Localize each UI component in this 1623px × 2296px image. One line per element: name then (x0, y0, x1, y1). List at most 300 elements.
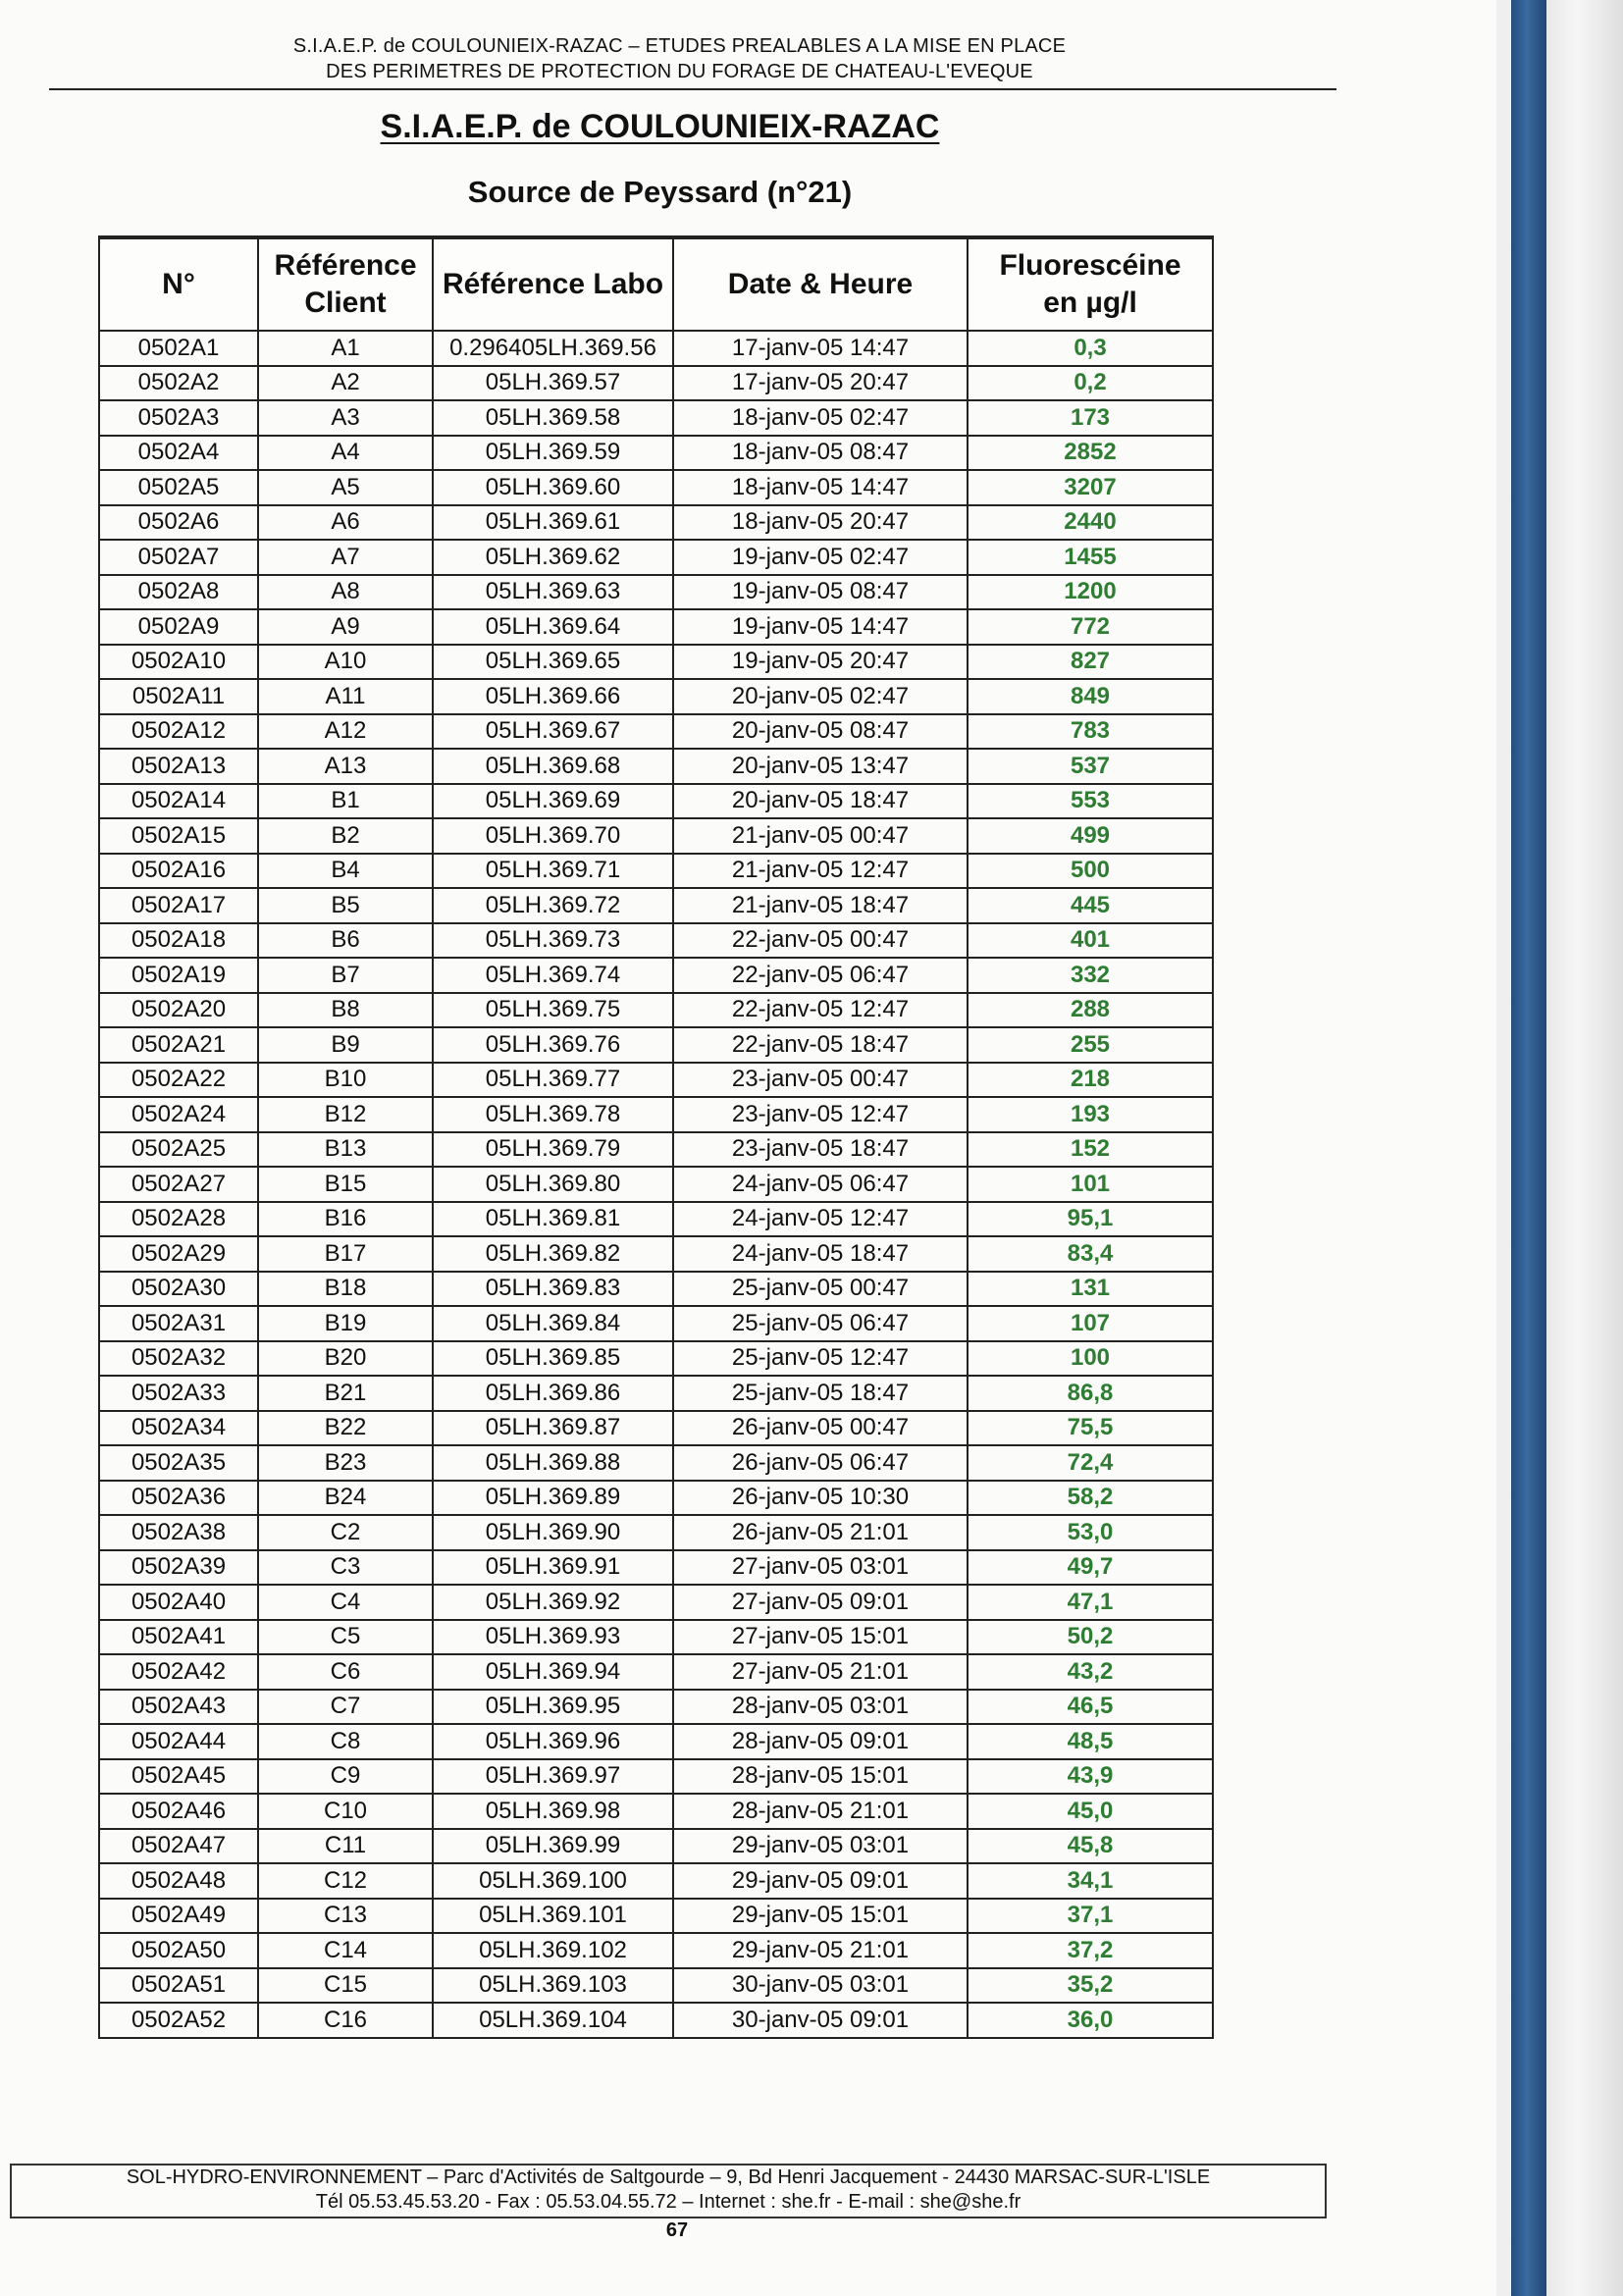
binder-spine (1511, 0, 1546, 2296)
table-row (99, 505, 1213, 541)
cell-num: 0502A32 (99, 1341, 258, 1377)
cell-ref-client: A3 (258, 400, 433, 436)
cell-ref-client: B7 (258, 958, 433, 993)
cell-ref-labo: 05LH.369.97 (433, 1759, 673, 1795)
cell-fluorescein: 401 (968, 923, 1213, 959)
cell-ref-labo: 05LH.369.101 (433, 1899, 673, 1934)
cell-date: 21-janv-05 18:47 (673, 888, 968, 923)
table-row (99, 1306, 1213, 1341)
table-row (99, 1829, 1213, 1864)
cell-num: 0502A18 (99, 923, 258, 959)
cell-ref-labo: 05LH.369.84 (433, 1306, 673, 1341)
cell-fluorescein: 58,2 (968, 1481, 1213, 1516)
cell-num: 0502A22 (99, 1063, 258, 1098)
cell-fluorescein: 50,2 (968, 1620, 1213, 1655)
column-header-ref-client-line2: Client (304, 287, 387, 319)
cell-date: 25-janv-05 00:47 (673, 1272, 968, 1307)
cell-ref-labo: 05LH.369.92 (433, 1585, 673, 1620)
cell-ref-labo: 05LH.369.68 (433, 749, 673, 784)
cell-num: 0502A15 (99, 818, 258, 854)
table-row (99, 1550, 1213, 1586)
cell-num: 0502A28 (99, 1202, 258, 1237)
cell-fluorescein: 43,2 (968, 1654, 1213, 1690)
cell-ref-labo: 05LH.369.103 (433, 1968, 673, 2004)
cell-ref-client: B17 (258, 1236, 433, 1272)
cell-ref-labo: 05LH.369.69 (433, 784, 673, 819)
table-row (99, 366, 1213, 401)
cell-ref-client: C12 (258, 1863, 433, 1899)
cell-fluorescein: 48,5 (968, 1724, 1213, 1759)
cell-fluorescein: 0,3 (968, 331, 1213, 366)
column-header-date: Date & Heure (673, 237, 968, 331)
cell-fluorescein: 45,0 (968, 1794, 1213, 1829)
cell-ref-client: B18 (258, 1272, 433, 1307)
cell-fluorescein: 107 (968, 1306, 1213, 1341)
cell-ref-client: A11 (258, 679, 433, 714)
cell-date: 27-janv-05 15:01 (673, 1620, 968, 1655)
cell-ref-labo: 05LH.369.61 (433, 505, 673, 541)
cell-date: 22-janv-05 18:47 (673, 1027, 968, 1063)
cell-ref-labo: 05LH.369.79 (433, 1132, 673, 1168)
cell-date: 17-janv-05 14:47 (673, 331, 968, 366)
cell-ref-client: A5 (258, 470, 433, 505)
column-header-ref-client (258, 237, 433, 331)
cell-num: 0502A38 (99, 1515, 258, 1550)
column-header-ref-labo: Référence Labo (433, 237, 673, 331)
cell-ref-labo: 05LH.369.85 (433, 1341, 673, 1377)
cell-ref-client: A9 (258, 609, 433, 645)
cell-ref-client: A13 (258, 749, 433, 784)
cell-ref-labo: 05LH.369.74 (433, 958, 673, 993)
header-line-1: S.I.A.E.P. de COULOUNIEIX-RAZAC – ETUDES PREALABLES A LA MISE EN PLACE (292, 35, 1067, 57)
cell-date: 21-janv-05 00:47 (673, 818, 968, 854)
cell-ref-labo: 05LH.369.66 (433, 679, 673, 714)
cell-date: 29-janv-05 15:01 (673, 1899, 968, 1934)
cell-ref-labo: 05LH.369.95 (433, 1690, 673, 1725)
cell-ref-client: C4 (258, 1585, 433, 1620)
cell-num: 0502A27 (99, 1167, 258, 1202)
cell-ref-labo: 0.296405LH.369.56 (433, 331, 673, 366)
cell-num: 0502A52 (99, 2003, 258, 2038)
cell-num: 0502A4 (99, 436, 258, 471)
cell-ref-client: A10 (258, 645, 433, 680)
cell-date: 19-janv-05 02:47 (673, 540, 968, 575)
cell-fluorescein: 131 (968, 1272, 1213, 1307)
cell-date: 22-janv-05 00:47 (673, 923, 968, 959)
cell-ref-labo: 05LH.369.73 (433, 923, 673, 959)
cell-ref-labo: 05LH.369.90 (433, 1515, 673, 1550)
cell-ref-client: C9 (258, 1759, 433, 1795)
cell-date: 20-janv-05 02:47 (673, 679, 968, 714)
cell-ref-labo: 05LH.369.71 (433, 854, 673, 889)
cell-num: 0502A10 (99, 645, 258, 680)
cell-num: 0502A33 (99, 1376, 258, 1411)
cell-ref-labo: 05LH.369.70 (433, 818, 673, 854)
cell-ref-labo: 05LH.369.67 (433, 714, 673, 750)
cell-ref-client: B12 (258, 1097, 433, 1132)
page-title (0, 108, 1320, 146)
cell-ref-client: B23 (258, 1445, 433, 1481)
table-header-row (99, 237, 1213, 331)
cell-date: 24-janv-05 12:47 (673, 1202, 968, 1237)
cell-fluorescein: 45,8 (968, 1829, 1213, 1864)
cell-ref-labo: 05LH.369.86 (433, 1376, 673, 1411)
cell-ref-labo: 05LH.369.94 (433, 1654, 673, 1690)
page-subtitle: Source de Peyssard (n°21) (467, 175, 853, 209)
table-row (99, 470, 1213, 505)
cell-fluorescein: 2852 (968, 436, 1213, 471)
cell-ref-labo: 05LH.369.82 (433, 1236, 673, 1272)
cell-ref-client: B21 (258, 1376, 433, 1411)
table-row (99, 1724, 1213, 1759)
cell-ref-client: B24 (258, 1481, 433, 1516)
table-row (99, 1341, 1213, 1377)
cell-fluorescein: 1200 (968, 575, 1213, 610)
table-row (99, 1899, 1213, 1934)
cell-date: 27-janv-05 21:01 (673, 1654, 968, 1690)
cell-fluorescein: 288 (968, 993, 1213, 1028)
cell-ref-client: A7 (258, 540, 433, 575)
table-row (99, 1411, 1213, 1446)
cell-date: 25-janv-05 18:47 (673, 1376, 968, 1411)
cell-num: 0502A43 (99, 1690, 258, 1725)
cell-ref-labo: 05LH.369.62 (433, 540, 673, 575)
cell-num: 0502A11 (99, 679, 258, 714)
cell-fluorescein: 445 (968, 888, 1213, 923)
cell-num: 0502A20 (99, 993, 258, 1028)
cell-ref-client: C3 (258, 1550, 433, 1586)
table-row (99, 1863, 1213, 1899)
cell-fluorescein: 37,1 (968, 1899, 1213, 1934)
cell-num: 0502A14 (99, 784, 258, 819)
cell-date: 28-janv-05 03:01 (673, 1690, 968, 1725)
table-row (99, 2003, 1213, 2038)
cell-ref-client: C13 (258, 1899, 433, 1934)
cell-ref-client: C7 (258, 1690, 433, 1725)
cell-ref-labo: 05LH.369.102 (433, 1933, 673, 1968)
cell-date: 23-janv-05 18:47 (673, 1132, 968, 1168)
table-row (99, 923, 1213, 959)
cell-ref-labo: 05LH.369.57 (433, 366, 673, 401)
footer-line-2: Tél 05.53.45.53.20 - Fax : 05.53.04.55.72 – Internet : she.fr - E-mail : she@she.fr (315, 2191, 1021, 2213)
cell-ref-client: C5 (258, 1620, 433, 1655)
cell-date: 19-janv-05 08:47 (673, 575, 968, 610)
cell-ref-client: B22 (258, 1411, 433, 1446)
table-row (99, 1202, 1213, 1237)
cell-ref-labo: 05LH.369.99 (433, 1829, 673, 1864)
cell-ref-client: C8 (258, 1724, 433, 1759)
column-header-fluorescein (968, 237, 1213, 331)
table-row (99, 1027, 1213, 1063)
cell-fluorescein: 35,2 (968, 1968, 1213, 2004)
table-row (99, 1063, 1213, 1098)
cell-num: 0502A12 (99, 714, 258, 750)
table-row (99, 400, 1213, 436)
cell-ref-client: B16 (258, 1202, 433, 1237)
cell-ref-client: C16 (258, 2003, 433, 2038)
table-row (99, 679, 1213, 714)
cell-fluorescein: 1455 (968, 540, 1213, 575)
cell-num: 0502A29 (99, 1236, 258, 1272)
table-row (99, 645, 1213, 680)
cell-ref-client: A2 (258, 366, 433, 401)
cell-fluorescein: 37,2 (968, 1933, 1213, 1968)
cell-num: 0502A35 (99, 1445, 258, 1481)
cell-date: 23-janv-05 00:47 (673, 1063, 968, 1098)
cell-fluorescein: 72,4 (968, 1445, 1213, 1481)
cell-ref-client: B13 (258, 1132, 433, 1168)
cell-fluorescein: 36,0 (968, 2003, 1213, 2038)
cell-num: 0502A6 (99, 505, 258, 541)
cell-fluorescein: 46,5 (968, 1690, 1213, 1725)
cell-num: 0502A3 (99, 400, 258, 436)
cell-date: 24-janv-05 18:47 (673, 1236, 968, 1272)
table-row (99, 1933, 1213, 1968)
cell-ref-client: A8 (258, 575, 433, 610)
cell-date: 29-janv-05 09:01 (673, 1863, 968, 1899)
cell-num: 0502A45 (99, 1759, 258, 1795)
cell-num: 0502A31 (99, 1306, 258, 1341)
cell-ref-labo: 05LH.369.91 (433, 1550, 673, 1586)
table-row (99, 1097, 1213, 1132)
cell-date: 18-janv-05 20:47 (673, 505, 968, 541)
cell-ref-client: C2 (258, 1515, 433, 1550)
cell-ref-labo: 05LH.369.75 (433, 993, 673, 1028)
cell-date: 22-janv-05 12:47 (673, 993, 968, 1028)
cell-ref-labo: 05LH.369.63 (433, 575, 673, 610)
cell-fluorescein: 152 (968, 1132, 1213, 1168)
cell-date: 28-janv-05 15:01 (673, 1759, 968, 1795)
results-table (98, 235, 1214, 2039)
cell-num: 0502A48 (99, 1863, 258, 1899)
table-row (99, 436, 1213, 471)
footer-address-box (10, 2164, 1327, 2218)
cell-fluorescein: 783 (968, 714, 1213, 750)
cell-num: 0502A47 (99, 1829, 258, 1864)
cell-ref-labo: 05LH.369.89 (433, 1481, 673, 1516)
cell-fluorescein: 53,0 (968, 1515, 1213, 1550)
cell-ref-labo: 05LH.369.80 (433, 1167, 673, 1202)
table-row (99, 1167, 1213, 1202)
cell-date: 26-janv-05 21:01 (673, 1515, 968, 1550)
cell-num: 0502A42 (99, 1654, 258, 1690)
column-header-num: N° (99, 237, 258, 331)
table-row (99, 1968, 1213, 2004)
cell-ref-client: C14 (258, 1933, 433, 1968)
table-row (99, 1620, 1213, 1655)
cell-fluorescein: 34,1 (968, 1863, 1213, 1899)
cell-num: 0502A8 (99, 575, 258, 610)
cell-fluorescein: 255 (968, 1027, 1213, 1063)
cell-ref-labo: 05LH.369.83 (433, 1272, 673, 1307)
page-title-text: S.I.A.E.P. de COULOUNIEIX-RAZAC (380, 108, 940, 145)
cell-num: 0502A39 (99, 1550, 258, 1586)
cell-date: 19-janv-05 20:47 (673, 645, 968, 680)
table-row (99, 993, 1213, 1028)
cell-num: 0502A17 (99, 888, 258, 923)
cell-ref-labo: 05LH.369.88 (433, 1445, 673, 1481)
cell-ref-labo: 05LH.369.77 (433, 1063, 673, 1098)
cell-date: 20-janv-05 18:47 (673, 784, 968, 819)
cell-fluorescein: 101 (968, 1167, 1213, 1202)
cell-date: 28-janv-05 21:01 (673, 1794, 968, 1829)
cell-num: 0502A46 (99, 1794, 258, 1829)
table-row (99, 1515, 1213, 1550)
cell-ref-labo: 05LH.369.60 (433, 470, 673, 505)
cell-ref-client: B1 (258, 784, 433, 819)
table-row (99, 749, 1213, 784)
cell-date: 18-janv-05 02:47 (673, 400, 968, 436)
cell-fluorescein: 47,1 (968, 1585, 1213, 1620)
cell-ref-client: C6 (258, 1654, 433, 1690)
cell-date: 25-janv-05 06:47 (673, 1306, 968, 1341)
cell-ref-client: B4 (258, 854, 433, 889)
cell-fluorescein: 827 (968, 645, 1213, 680)
cell-fluorescein: 3207 (968, 470, 1213, 505)
table-row (99, 575, 1213, 610)
cell-ref-labo: 05LH.369.58 (433, 400, 673, 436)
table-row (99, 1236, 1213, 1272)
column-header-fluorescein-line2: en µg/l (1043, 287, 1137, 319)
cell-ref-labo: 05LH.369.96 (433, 1724, 673, 1759)
column-header-ref-client-line1: Référence (274, 249, 417, 282)
cell-ref-labo: 05LH.369.65 (433, 645, 673, 680)
cell-num: 0502A19 (99, 958, 258, 993)
cell-num: 0502A16 (99, 854, 258, 889)
header-line-2: DES PERIMETRES DE PROTECTION DU FORAGE DE CHATEAU-L'EVEQUE (326, 61, 1033, 82)
cell-num: 0502A36 (99, 1481, 258, 1516)
cell-date: 27-janv-05 09:01 (673, 1585, 968, 1620)
table-row (99, 818, 1213, 854)
cell-num: 0502A50 (99, 1933, 258, 1968)
cell-fluorescein: 86,8 (968, 1376, 1213, 1411)
cell-date: 29-janv-05 21:01 (673, 1933, 968, 1968)
binder-pages-edge (1546, 0, 1623, 2296)
cell-fluorescein: 100 (968, 1341, 1213, 1377)
cell-num: 0502A21 (99, 1027, 258, 1063)
table-body (99, 331, 1213, 2038)
cell-ref-client: B2 (258, 818, 433, 854)
cell-ref-client: C11 (258, 1829, 433, 1864)
cell-num: 0502A34 (99, 1411, 258, 1446)
cell-fluorescein: 83,4 (968, 1236, 1213, 1272)
cell-ref-client: A4 (258, 436, 433, 471)
cell-date: 26-janv-05 06:47 (673, 1445, 968, 1481)
footer-line-1: SOL-HYDRO-ENVIRONNEMENT – Parc d'Activités de Saltgourde – 9, Bd Henri Jacquement - 24430 MARSAC-SUR-L'ISLE (126, 2166, 1211, 2188)
table-row (99, 331, 1213, 366)
table-row (99, 1132, 1213, 1168)
cell-fluorescein: 75,5 (968, 1411, 1213, 1446)
cell-date: 28-janv-05 09:01 (673, 1724, 968, 1759)
cell-fluorescein: 2440 (968, 505, 1213, 541)
cell-ref-labo: 05LH.369.59 (433, 436, 673, 471)
cell-num: 0502A44 (99, 1724, 258, 1759)
table-row (99, 1794, 1213, 1829)
cell-ref-client: B5 (258, 888, 433, 923)
cell-ref-labo: 05LH.369.78 (433, 1097, 673, 1132)
cell-num: 0502A13 (99, 749, 258, 784)
cell-date: 30-janv-05 09:01 (673, 2003, 968, 2038)
cell-date: 27-janv-05 03:01 (673, 1550, 968, 1586)
table-row (99, 1272, 1213, 1307)
cell-ref-client: C10 (258, 1794, 433, 1829)
cell-date: 26-janv-05 00:47 (673, 1411, 968, 1446)
cell-ref-labo: 05LH.369.100 (433, 1863, 673, 1899)
cell-ref-labo: 05LH.369.98 (433, 1794, 673, 1829)
cell-fluorescein: 43,9 (968, 1759, 1213, 1795)
table-row (99, 1481, 1213, 1516)
cell-num: 0502A41 (99, 1620, 258, 1655)
cell-fluorescein: 218 (968, 1063, 1213, 1098)
cell-ref-labo: 05LH.369.87 (433, 1411, 673, 1446)
cell-date: 24-janv-05 06:47 (673, 1167, 968, 1202)
page-number: 67 (665, 2219, 689, 2241)
cell-ref-labo: 05LH.369.93 (433, 1620, 673, 1655)
table-row (99, 1376, 1213, 1411)
cell-date: 22-janv-05 06:47 (673, 958, 968, 993)
cell-num: 0502A9 (99, 609, 258, 645)
table-row (99, 1690, 1213, 1725)
cell-ref-labo: 05LH.369.72 (433, 888, 673, 923)
cell-num: 0502A25 (99, 1132, 258, 1168)
table-row (99, 854, 1213, 889)
cell-ref-client: B6 (258, 923, 433, 959)
table-row (99, 609, 1213, 645)
cell-fluorescein: 332 (968, 958, 1213, 993)
cell-ref-labo: 05LH.369.64 (433, 609, 673, 645)
cell-date: 29-janv-05 03:01 (673, 1829, 968, 1864)
cell-ref-client: C15 (258, 1968, 433, 2004)
cell-date: 19-janv-05 14:47 (673, 609, 968, 645)
cell-ref-client: B19 (258, 1306, 433, 1341)
cell-num: 0502A30 (99, 1272, 258, 1307)
cell-date: 23-janv-05 12:47 (673, 1097, 968, 1132)
cell-num: 0502A24 (99, 1097, 258, 1132)
table-row (99, 540, 1213, 575)
cell-num: 0502A40 (99, 1585, 258, 1620)
cell-date: 20-janv-05 13:47 (673, 749, 968, 784)
cell-ref-client: B15 (258, 1167, 433, 1202)
cell-ref-labo: 05LH.369.104 (433, 2003, 673, 2038)
cell-ref-client: B10 (258, 1063, 433, 1098)
cell-num: 0502A49 (99, 1899, 258, 1934)
cell-fluorescein: 772 (968, 609, 1213, 645)
cell-date: 30-janv-05 03:01 (673, 1968, 968, 2004)
cell-num: 0502A5 (99, 470, 258, 505)
table-row (99, 1759, 1213, 1795)
page-edge (1496, 0, 1511, 2296)
cell-fluorescein: 849 (968, 679, 1213, 714)
cell-ref-labo: 05LH.369.76 (433, 1027, 673, 1063)
cell-ref-client: B8 (258, 993, 433, 1028)
cell-fluorescein: 95,1 (968, 1202, 1213, 1237)
cell-fluorescein: 553 (968, 784, 1213, 819)
table-row (99, 1585, 1213, 1620)
header-rule (49, 88, 1336, 90)
cell-date: 17-janv-05 20:47 (673, 366, 968, 401)
cell-num: 0502A1 (99, 331, 258, 366)
cell-ref-client: A12 (258, 714, 433, 750)
cell-date: 20-janv-05 08:47 (673, 714, 968, 750)
cell-fluorescein: 49,7 (968, 1550, 1213, 1586)
cell-date: 26-janv-05 10:30 (673, 1481, 968, 1516)
table-row (99, 888, 1213, 923)
cell-ref-client: B9 (258, 1027, 433, 1063)
table-row (99, 784, 1213, 819)
cell-date: 21-janv-05 12:47 (673, 854, 968, 889)
cell-ref-client: A6 (258, 505, 433, 541)
cell-num: 0502A2 (99, 366, 258, 401)
